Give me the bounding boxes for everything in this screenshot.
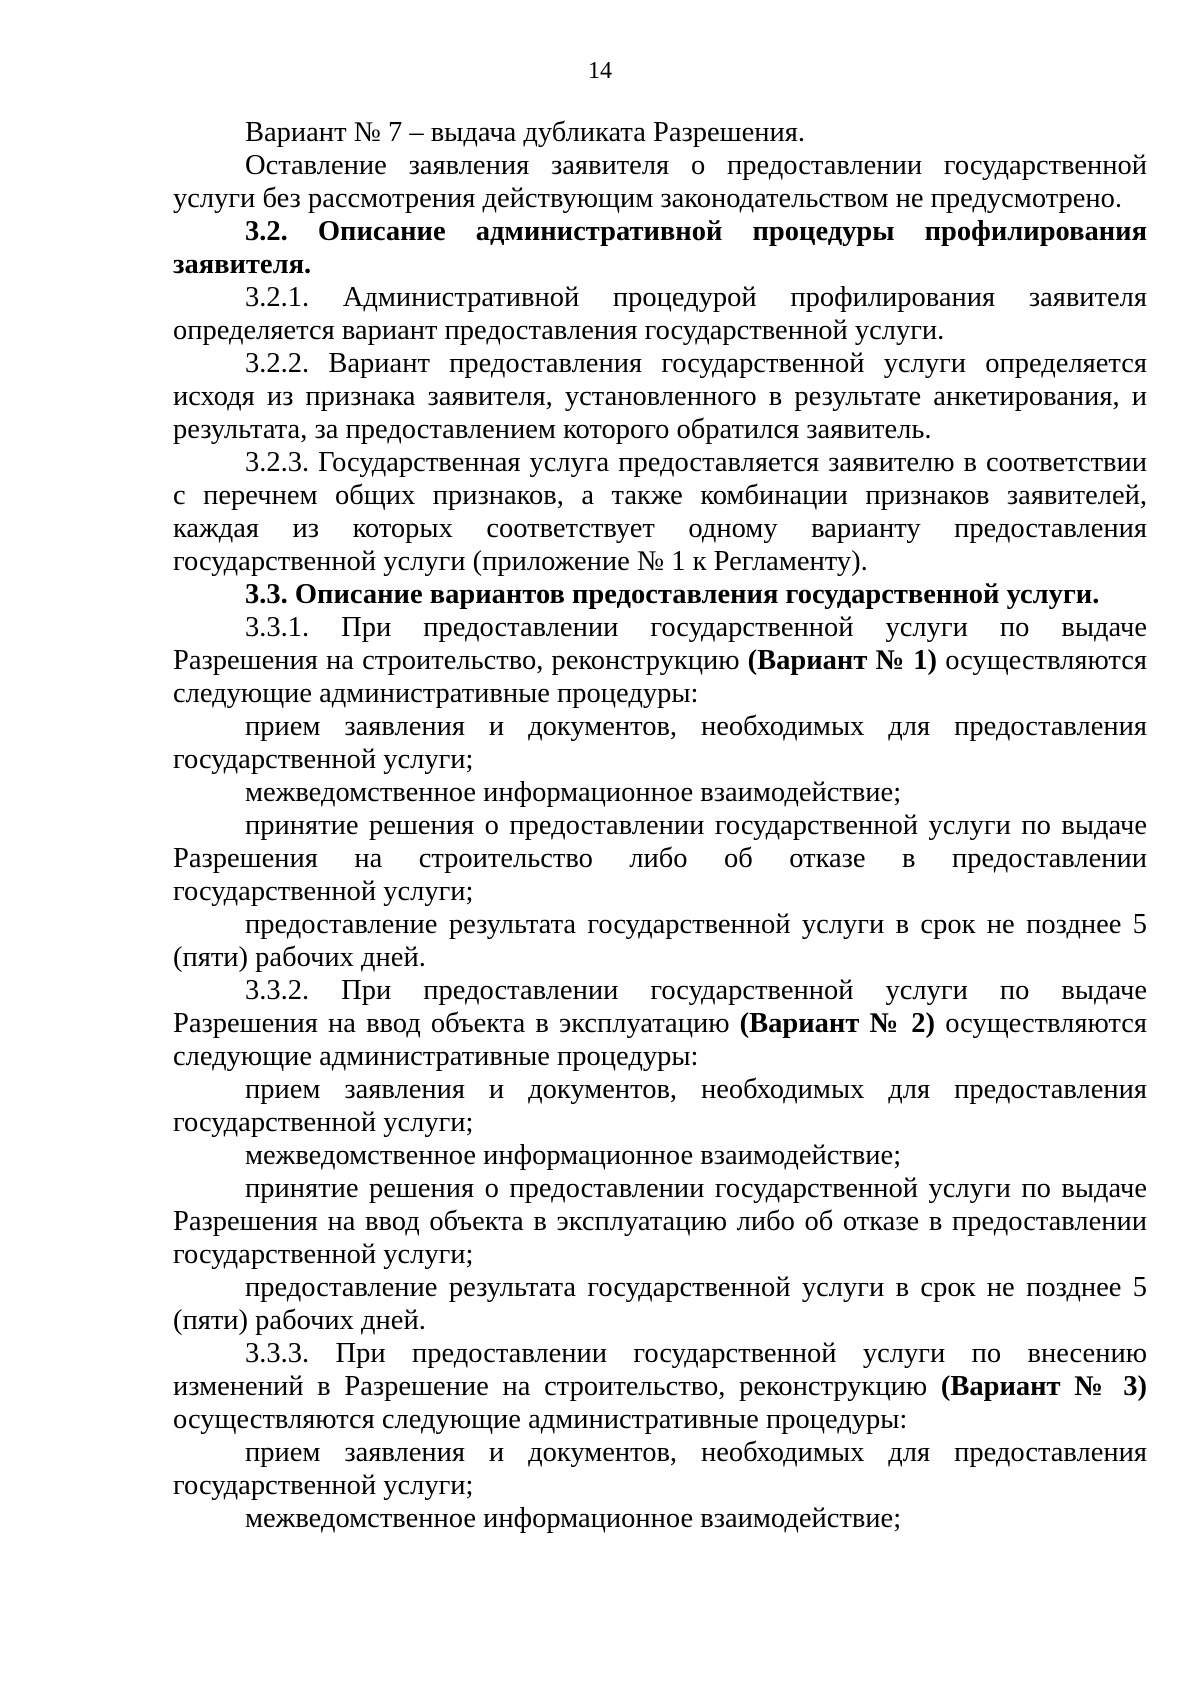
paragraph-3-2-2: 3.2.2. Вариант предоставления государственной услуги определяется исходя из признака заявителя, установленного в результате анкетирования, и результата, за предоставлением которого обратился заявитель. [173,348,1147,445]
variant-label: (Вариант № 1) [747,645,938,676]
paragraph-3-2-3: 3.2.3. Государственная услуга предоставляется заявителю в соответствии с перечнем общих признаков, а также комбинации признаков заявителей, каждая из которых соответствует одному варианту предоставления государственной услуги (приложение № 1 к Регламенту). [173,447,1147,577]
paragraph-3-3-3 [173,1337,1147,1436]
list-item-decision: принятие решения о предоставлении государственной услуги по выдаче Разрешения на строительство либо об отказе в предоставлении государственной услуги; [173,810,1147,907]
list-item-reception: прием заявления и документов, необходимых для предоставления государственной услуги; [173,1437,1147,1501]
list-item-interagency: межведомственное информационное взаимодействие; [245,1503,902,1534]
paragraph-text: осуществляются следующие административные процедуры: [173,1404,908,1435]
list-item-interagency: межведомственное информационное взаимодействие; [245,1140,902,1171]
paragraph-variant-7: Вариант № 7 – выдача дубликата Разрешения. [245,117,805,148]
document-body [173,116,1147,1535]
variant-label: (Вариант № 3) [940,1371,1147,1402]
paragraph-text: 3.3.3. При предоставлении государственной услуги по внесению изменений в Разрешение на строительство, реконструкцию [173,1338,1147,1402]
paragraph-3-3-1 [173,611,1147,710]
list-item-result: предоставление результата государственной услуги в срок не позднее 5 (пяти) рабочих дней. [173,909,1147,973]
paragraph-text: 3.3.2. При предоставлении государственной услуги по выдаче Разрешения на ввод объекта в эксплуатацию [173,975,1147,1039]
page-number: 14 [588,58,612,84]
list-item-reception: прием заявления и документов, необходимых для предоставления государственной услуги; [173,1074,1147,1138]
section-heading-3-3: 3.3. Описание вариантов предоставления государственной услуги. [245,579,1100,610]
variant-label: (Вариант № 2) [739,1008,936,1039]
list-item-interagency: межведомственное информационное взаимодействие; [245,777,902,808]
paragraph-no-refusal: Оставление заявления заявителя о предоставлении государственной услуги без рассмотрения действующим законодательством не предусмотрено. [173,150,1147,214]
list-item-decision: принятие решения о предоставлении государственной услуги по выдаче Разрешения на ввод объекта в эксплуатацию либо об отказе в предоставлении государственной услуги; [173,1173,1147,1270]
section-heading-3-2: 3.2. Описание административной процедуры профилирования заявителя. [173,216,1147,280]
list-item-result: предоставление результата государственной услуги в срок не позднее 5 (пяти) рабочих дней. [173,1272,1147,1336]
paragraph-3-3-2 [173,974,1147,1073]
paragraph-3-2-1: 3.2.1. Административной процедурой профилирования заявителя определяется вариант предоставления государственной услуги. [173,282,1147,346]
paragraph-text: осуществляются следующие административные процедуры: [173,1008,1147,1072]
paragraph-text: 3.3.1. При предоставлении государственной услуги по выдаче Разрешения на строительство, реконструкцию [173,612,1147,676]
paragraph-text: осуществляются следующие административные процедуры: [173,645,1147,709]
list-item-reception: прием заявления и документов, необходимых для предоставления государственной услуги; [173,711,1147,775]
